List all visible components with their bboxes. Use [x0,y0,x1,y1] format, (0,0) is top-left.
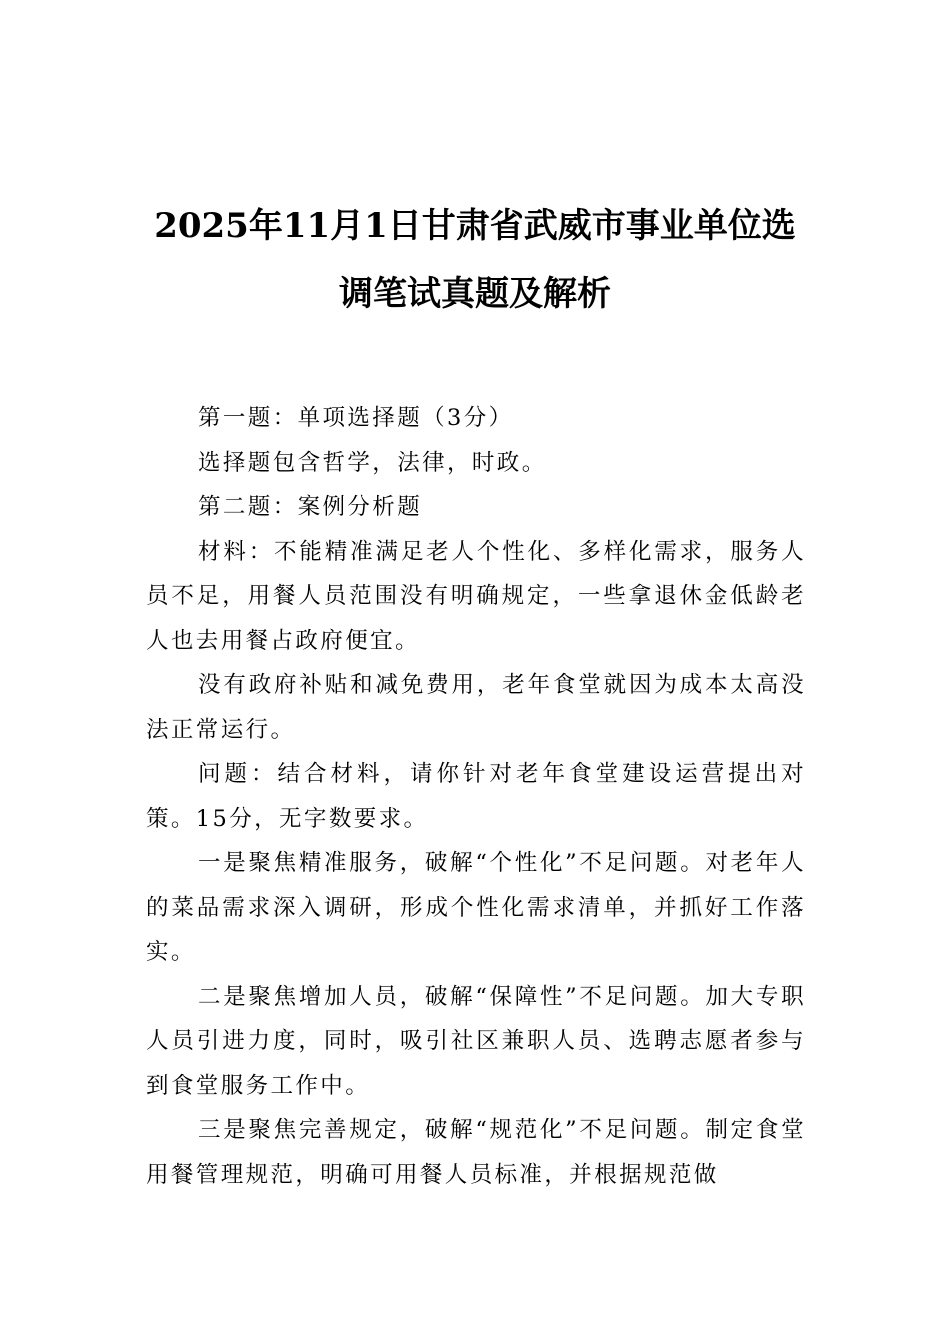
document-body [146,396,806,1197]
paragraph-question-1: 第一题：单项选择题（3分） [198,405,514,431]
paragraph-question-2: 第二题：案例分析题 [198,494,423,520]
title-line-1: 2025年11月1日甘肃省武威市事业单位选 [154,206,796,246]
paragraph-material: 材料：不能精准满足老人个性化、多样化需求，服务人员不足，用餐人员范围没有明确规定，一些拿退休金低龄老人也去用餐占政府便宜。 [146,538,806,654]
paragraph-answer-3: 三是聚焦完善规定，破解“规范化”不足问题。制定食堂用餐管理规范，明确可用餐人员标准，并根据规范做 [146,1117,806,1188]
paragraph-answer-2: 二是聚焦增加人员，破解“保障性”不足问题。加大专职人员引进力度，同时，吸引社区兼职人员、选聘志愿者参与到食堂服务工作中。 [146,983,806,1099]
paragraph-material-cont: 没有政府补贴和减免费用，老年食堂就因为成本太高没法正常运行。 [146,672,806,743]
title-line-2: 调笔试真题及解析 [339,274,611,314]
paragraph-question: 问题：结合材料，请你针对老年食堂建设运营提出对策。15分，无字数要求。 [146,761,806,832]
document-title [140,192,810,328]
paragraph-question-1-note: 选择题包含哲学，法律，时政。 [198,449,547,476]
paragraph-answer-1: 一是聚焦精准服务，破解“个性化”不足问题。对老年人的菜品需求深入调研，形成个性化需求清单，并抓好工作落实。 [146,850,806,965]
